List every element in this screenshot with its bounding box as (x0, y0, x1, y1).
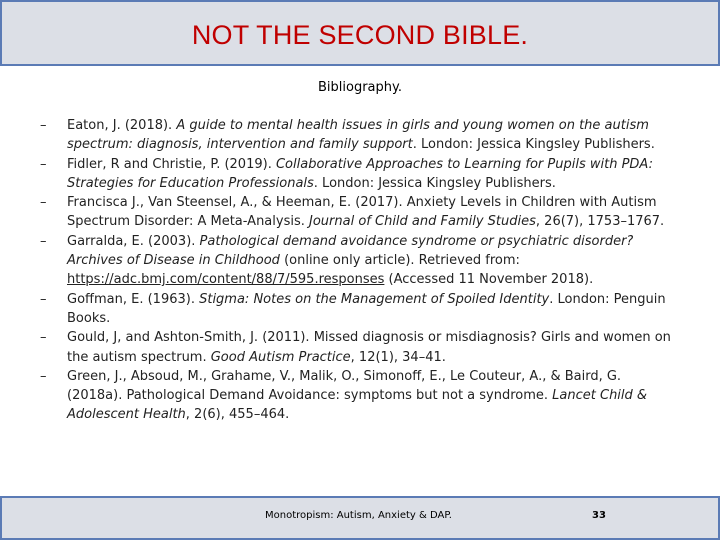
reference-text: Gould, J, and Ashton-Smith, J. (2011). Missed diagnosis or misdiagnosis? Girls and women on the autism spectrum. (67, 330, 671, 365)
reference-text: Garralda, E. (2003). (67, 233, 200, 249)
reference-list (40, 116, 680, 425)
reference-text: Francisca J., Van Steensel, A., & Heeman, E. (2017). Anxiety Levels in Children with Autism Spectrum Disorder: A Meta-Analysis. (67, 195, 657, 230)
reference-text: (Accessed 11 November 2018). (384, 272, 594, 288)
reference-link[interactable]: https://adc.bmj.com/content/88/7/595.responses (67, 272, 385, 288)
list-dash: – (40, 368, 47, 384)
reference-item (40, 193, 680, 232)
reference-item (40, 290, 680, 329)
reference-text: . London: Penguin Books. (67, 291, 666, 326)
list-dash: – (40, 233, 47, 249)
reference-item (40, 232, 680, 290)
reference-text: , 12(1), 34–41. (350, 349, 446, 365)
reference-text: . London: Jessica Kingsley Publishers. (412, 137, 655, 153)
list-dash: – (40, 118, 47, 133)
page-number: 33 (592, 510, 606, 521)
reference-title: A guide to mental health issues in girls and young women on the autism spectrum: diagnosis, intervention and family support (67, 118, 649, 153)
reference-text: (online only article). Retrieved from: (279, 253, 520, 269)
reference-text: Eaton, J. (2018). (67, 118, 177, 133)
footer-text: Monotropism: Autism, Anxiety & DAP. (265, 510, 452, 521)
list-dash: – (40, 195, 47, 211)
reference-title: Collaborative Approaches to Learning for Pupils with PDA: Strategies for Education Professionals (67, 156, 653, 191)
reference-title: Stigma: Notes on the Management of Spoiled Identity (199, 291, 550, 307)
reference-text: Green, J., Absoud, M., Grahame, V., Malik, O., Simonoff, E., Le Couteur, A., & Baird, G. (2018a). Pathological Demand Avoidance: symptoms but not a syndrome. (67, 368, 622, 404)
list-dash: – (40, 291, 47, 307)
reference-title: Pathological demand avoidance syndrome or psychiatric disorder? Archives of Disease in Childhood (67, 233, 634, 269)
reference-text: Fidler, R and Christie, P. (2019). (67, 156, 276, 172)
reference-item (40, 155, 680, 194)
reference-title: Lancet Child & Adolescent Health (67, 388, 648, 423)
reference-title: Good Autism Practice (210, 349, 351, 365)
reference-title: Journal of Child and Family Studies (309, 214, 536, 230)
reference-text: , 26(7), 1753–1767. (535, 214, 665, 230)
reference-text: Goffman, E. (1963). (67, 291, 200, 307)
list-dash: – (40, 156, 47, 172)
list-dash: – (40, 330, 47, 346)
reference-text: . London: Jessica Kingsley Publishers. (313, 175, 556, 191)
slide-title: NOT THE SECOND BIBLE. (191, 20, 529, 50)
bibliography-heading: Bibliography. (318, 80, 402, 95)
reference-item (40, 328, 680, 367)
reference-item (40, 116, 680, 155)
reference-text: , 2(6), 455–464. (185, 407, 290, 423)
reference-item (40, 367, 680, 425)
